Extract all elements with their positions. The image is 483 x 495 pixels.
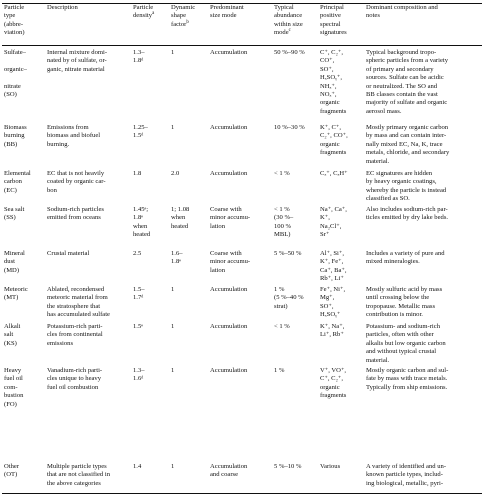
cell-shape-factor: 1 (171, 463, 175, 470)
cell-density: 1.8 (133, 170, 142, 177)
cell-signatures: Fe⁺, Ni⁺, Mg⁺, SO⁺, HₓSOᵧ⁺ (320, 286, 346, 319)
cell-density: 1.5ᵉ (133, 323, 143, 330)
cell-signatures: Al⁺, Si⁺, K⁺, Fe⁺, Ca⁺, Ba⁺, Rb⁺, Li⁺ (320, 250, 347, 283)
cell-notes: Includes a variety of pure and mixed mineralogies. (366, 250, 445, 266)
cell-abundance: 1 % (5 %–40 % strat) (274, 286, 304, 310)
cell-density: 1.3– 1.6ᵈ (133, 367, 145, 383)
header-dynamic-shape-factor: Dynamic shape factor$^b$ (171, 4, 196, 28)
cell-shape-factor: 2.0 (171, 170, 180, 177)
cell-size-mode: Accumulation (210, 286, 248, 293)
cell-abundance: < 1 % (274, 323, 290, 330)
cell-abundance: < 1 % (30 %– 100 % MBL) (274, 206, 294, 239)
cell-signatures: C⁺, C₂⁺, CO⁺, SO⁺, HₓSOᵧ⁺, NHₓ⁺, NOₓ⁺, organic fragments (320, 49, 347, 115)
cell-size-mode: Coarse with minor accumu- lation (210, 250, 251, 274)
cell-particle-type: Other (OT) (4, 463, 20, 479)
header-particle-density: Particle density$^a$ (133, 4, 155, 20)
cell-abundance: 1 % (274, 367, 285, 374)
cell-notes: Potassium- and sodium-rich particles, often with other alkalis but low organic carbon and without typical crustal material. (366, 323, 446, 364)
cell-size-mode: Accumulation (210, 49, 248, 56)
cell-abundance: < 1 % (274, 170, 290, 177)
cell-shape-factor: 1 (171, 49, 175, 56)
cell-signatures: Cₓ⁺, CₓH⁺ (320, 170, 348, 177)
cell-notes: Also includes sodium-rich par- ticles emitted by dry lake beds. (366, 206, 449, 222)
cell-density: 1.3– 1.8ᵈ (133, 49, 145, 65)
cell-size-mode: Accumulation (210, 367, 248, 374)
cell-density: 1.25– 1.5ᵈ (133, 124, 148, 140)
cell-shape-factor: 1; 1.08 when heated (171, 206, 190, 230)
cell-size-mode: Coarse with minor accumu- lation (210, 206, 251, 230)
cell-notes: EC signatures are hidden by heavy organic coatings, whereby the particle is instead classified as SO. (366, 170, 447, 203)
cell-size-mode: Accumulation (210, 170, 248, 177)
cell-description: EC that is not heavily coated by organic car- bon (47, 170, 106, 194)
cell-abundance: 50 %–90 % (274, 49, 305, 56)
cell-density: 1.4 (133, 463, 142, 470)
cell-notes: Mostly sulfuric acid by mass until crossing below the tropopause. Metallic mass contribution is minor. (366, 286, 443, 319)
cell-signatures: V⁺, VO⁺, C⁺, C₂⁺, organic fragments (320, 367, 347, 400)
header-size-mode: Predominant size mode (210, 4, 244, 20)
cell-shape-factor: 1 (171, 323, 175, 330)
cell-notes: Mostly primary organic carbon by mass and can contain inter- nally mixed EC, Na, K, trace metals, chloride, and secondary material. (366, 124, 450, 165)
cell-description: Potassium-rich parti- cles from continental emissions (47, 323, 103, 347)
cell-size-mode: Accumulation and coarse (210, 463, 248, 479)
cell-shape-factor: 1 (171, 367, 175, 374)
cell-abundance: 5 %–50 % (274, 250, 302, 257)
cell-particle-type: Elemental carbon (EC) (4, 170, 31, 194)
cell-notes: Mostly organic carbon and sul- fate by mass with trace metals. Typically from ship emissions. (366, 367, 449, 391)
cell-description: Emissions from biomass and biofuel burning. (47, 124, 101, 148)
cell-notes: Typical background tropo- spheric particles from a variety of primary and secondary sources. Sulfate can be acidic or neutralized. The SO and BB classes contain the vast majority of sulfate and organic aerosol mass. (366, 49, 449, 115)
cell-signatures: K⁺, Na⁺, Li⁺, Rb⁺ (320, 323, 345, 339)
cell-description: Multiple particle types that are not classified in the above categories (47, 463, 110, 487)
header-composition-notes: Dominant composition and notes (366, 4, 438, 20)
cell-abundance: 10 %–30 % (274, 124, 305, 131)
header-description: Description (47, 4, 78, 11)
cell-description: Ablated, recondensed meteoric material from the stratosphere that has accumulated sulfate (47, 286, 110, 319)
cell-particle-type: Sulfate– organic– nitrate (SO) (4, 49, 27, 99)
cell-particle-type: Heavy fuel oil com- bustion (FO) (4, 367, 24, 408)
cell-description: Crustal material (47, 250, 90, 257)
header-particle-type: Particle type (abbre- viation) (4, 4, 25, 37)
cell-signatures: K⁺, C⁺, C₂⁺, CO⁺, organic fragments (320, 124, 348, 157)
cell-abundance: 5 %–10 % (274, 463, 302, 470)
cell-particle-type: Biomass burning (BB) (4, 124, 27, 148)
cell-particle-type: Sea salt (SS) (4, 206, 25, 222)
header-typical-abundance: Typical abundance within size mode$^c$ (274, 4, 303, 37)
cell-description: Vanadium-rich parti- cles unique to heavy fuel oil combustion (47, 367, 103, 391)
cell-signatures: Na⁺, Ca⁺, K⁺, Na₂Cl⁺, Sr⁺ (320, 206, 347, 239)
table-header-rule (2, 45, 482, 46)
cell-size-mode: Accumulation (210, 124, 248, 131)
cell-shape-factor: 1.6– 1.8ᵉ (171, 250, 183, 266)
cell-density: 2.5 (133, 250, 142, 257)
cell-particle-type: Alkali salt (KS) (4, 323, 21, 347)
cell-signatures: Various (320, 463, 341, 470)
cell-size-mode: Accumulation (210, 323, 248, 330)
header-spectral-signatures: Principal positive spectral signatures (320, 4, 347, 37)
cell-density: 1.45ᵉ; 1.8ᵉ when heated (133, 206, 151, 239)
cell-density: 1.5– 1.7ᵈ (133, 286, 145, 302)
cell-particle-type: Meteoric (MT) (4, 286, 28, 302)
table-bottom-rule (2, 493, 482, 494)
cell-description: Internal mixture domi- nated by of sulfate, or- ganic, nitrate material (47, 49, 108, 73)
cell-description: Sodium-rich particles emitted from oceans (47, 206, 104, 222)
cell-shape-factor: 1 (171, 286, 175, 293)
cell-shape-factor: 1 (171, 124, 175, 131)
cell-particle-type: Mineral dust (MD) (4, 250, 25, 274)
cell-notes: A variety of identified and un- known particle types, includ- ing biological, metallic, pyri- (366, 463, 447, 487)
